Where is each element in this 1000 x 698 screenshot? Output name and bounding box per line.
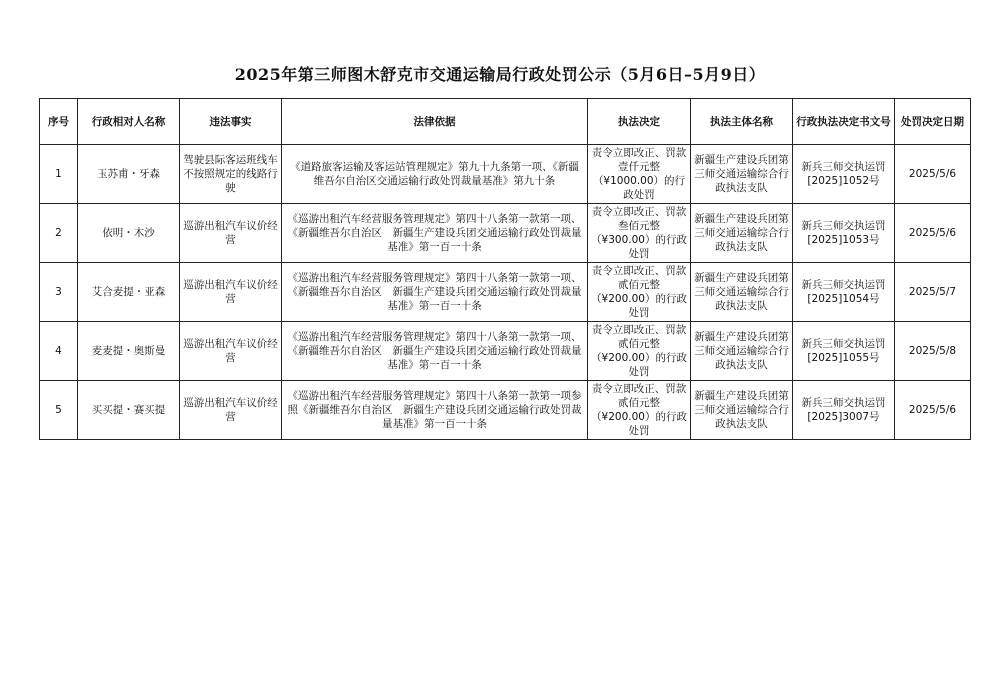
page-title: 2025年第三师图木舒克市交通运输局行政处罚公示（5月6日–5月9日） — [234, 65, 766, 84]
cell-decision: 责令立即改正、罚款壹仟元整（¥1000.00）的行政处罚 — [588, 145, 691, 204]
cell-no: 5 — [40, 381, 78, 440]
penalty-table — [39, 98, 971, 440]
cell-decision: 责令立即改正、罚款叁佰元整（¥300.00）的行政处罚 — [588, 204, 691, 263]
cell-decision: 责令立即改正、罚款贰佰元整（¥200.00）的行政处罚 — [588, 381, 691, 440]
header-no: 序号 — [40, 99, 78, 145]
cell-agency: 新疆生产建设兵团第三师交通运输综合行政执法支队 — [691, 381, 793, 440]
cell-fact: 巡游出租汽车议价经营 — [180, 204, 282, 263]
cell-fact: 巡游出租汽车议价经营 — [180, 263, 282, 322]
cell-decision: 责令立即改正、罚款贰佰元整（¥200.00）的行政处罚 — [588, 322, 691, 381]
table-row — [40, 322, 971, 381]
cell-basis: 《巡游出租汽车经营服务管理规定》第四十八条第一款第一项、《新疆维吾尔自治区 新疆生产建设兵团交通运输行政处罚裁量基准》第一百一十条 — [282, 263, 588, 322]
cell-agency: 新疆生产建设兵团第三师交通运输综合行政执法支队 — [691, 263, 793, 322]
cell-date: 2025/5/7 — [895, 263, 971, 322]
cell-date: 2025/5/6 — [895, 204, 971, 263]
cell-basis: 《巡游出租汽车经营服务管理规定》第四十八条第一款第一项参照《新疆维吾尔自治区 新疆生产建设兵团交通运输行政处罚裁量基准》第一百一十条 — [282, 381, 588, 440]
table-row — [40, 145, 971, 204]
cell-basis: 《巡游出租汽车经营服务管理规定》第四十八条第一款第一项、《新疆维吾尔自治区 新疆生产建设兵团交通运输行政处罚裁量基准》第一百一十条 — [282, 322, 588, 381]
cell-doc-no: 新兵三师交执运罚[2025]1052号 — [793, 145, 895, 204]
header-name: 行政相对人名称 — [78, 99, 180, 145]
cell-basis: 《巡游出租汽车经营服务管理规定》第四十八条第一款第一项、《新疆维吾尔自治区 新疆生产建设兵团交通运输行政处罚裁量基准》第一百一十条 — [282, 204, 588, 263]
table-row — [40, 263, 971, 322]
cell-date: 2025/5/6 — [895, 145, 971, 204]
cell-no: 4 — [40, 322, 78, 381]
cell-name: 玉苏甫・牙森 — [78, 145, 180, 204]
header-decision: 执法决定 — [588, 99, 691, 145]
cell-no: 1 — [40, 145, 78, 204]
cell-doc-no: 新兵三师交执运罚[2025]3007号 — [793, 381, 895, 440]
header-fact: 违法事实 — [180, 99, 282, 145]
cell-basis: 《道路旅客运输及客运站管理规定》第九十九条第一项、《新疆维吾尔自治区交通运输行政处罚裁量基准》第九十条 — [282, 145, 588, 204]
header-date: 处罚决定日期 — [895, 99, 971, 145]
table-header-row — [40, 99, 971, 145]
cell-date: 2025/5/6 — [895, 381, 971, 440]
cell-no: 3 — [40, 263, 78, 322]
cell-date: 2025/5/8 — [895, 322, 971, 381]
cell-doc-no: 新兵三师交执运罚[2025]1054号 — [793, 263, 895, 322]
cell-no: 2 — [40, 204, 78, 263]
cell-agency: 新疆生产建设兵团第三师交通运输综合行政执法支队 — [691, 322, 793, 381]
header-agency: 执法主体名称 — [691, 99, 793, 145]
cell-name: 麦麦提・奥斯曼 — [78, 322, 180, 381]
cell-agency: 新疆生产建设兵团第三师交通运输综合行政执法支队 — [691, 204, 793, 263]
cell-name: 依明・木沙 — [78, 204, 180, 263]
table-row — [40, 204, 971, 263]
cell-name: 艾合麦提・亚森 — [78, 263, 180, 322]
header-basis: 法律依据 — [282, 99, 588, 145]
cell-fact: 驾驶县际客运班线车不按照规定的线路行驶 — [180, 145, 282, 204]
cell-name: 买买提・赛买提 — [78, 381, 180, 440]
cell-decision: 责令立即改正、罚款贰佰元整（¥200.00）的行政处罚 — [588, 263, 691, 322]
header-doc-no: 行政执法决定书文号 — [793, 99, 895, 145]
cell-fact: 巡游出租汽车议价经营 — [180, 381, 282, 440]
cell-agency: 新疆生产建设兵团第三师交通运输综合行政执法支队 — [691, 145, 793, 204]
cell-doc-no: 新兵三师交执运罚[2025]1055号 — [793, 322, 895, 381]
cell-doc-no: 新兵三师交执运罚[2025]1053号 — [793, 204, 895, 263]
table-row — [40, 381, 971, 440]
cell-fact: 巡游出租汽车议价经营 — [180, 322, 282, 381]
